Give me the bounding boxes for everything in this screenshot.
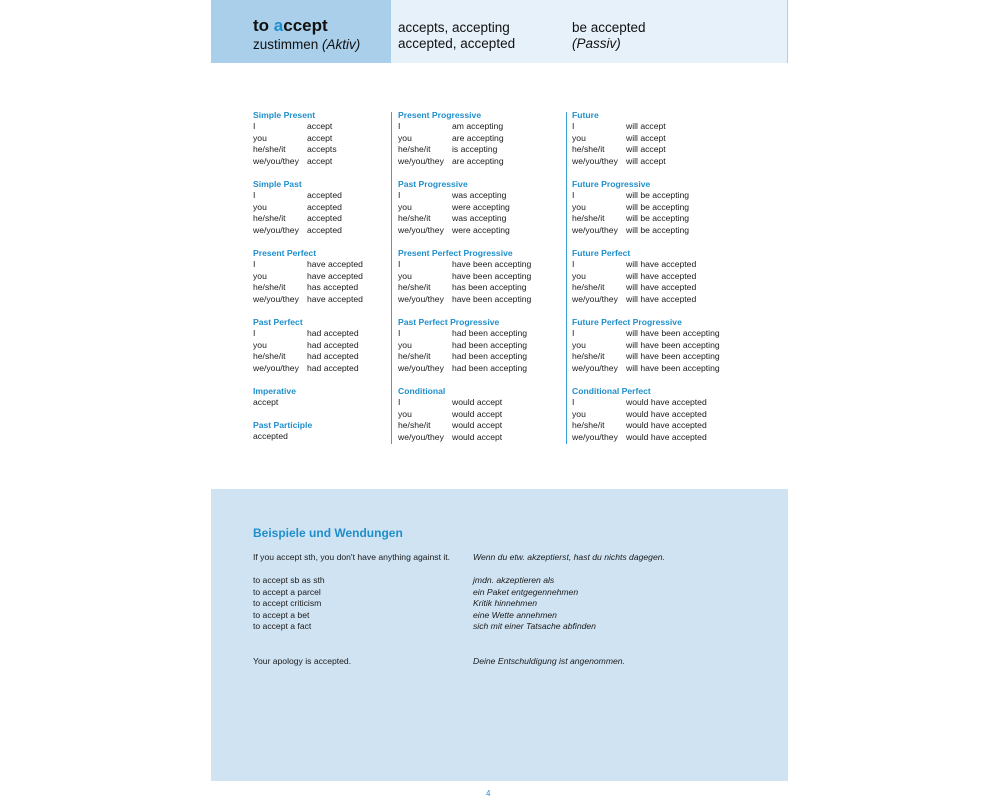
verb-form: would have accepted — [626, 408, 707, 419]
tense-title: Future Perfect Progressive — [572, 317, 682, 327]
verb-form: will accept — [626, 132, 666, 143]
tense-block — [572, 386, 707, 443]
conjugation-row — [253, 121, 337, 132]
verb-form: will have accepted — [626, 270, 697, 281]
pronoun: he/she/it — [572, 282, 605, 293]
pronoun: he/she/it — [253, 144, 286, 155]
tense-block — [253, 110, 337, 167]
tense-block — [572, 317, 720, 374]
pronoun: I — [398, 397, 401, 408]
pronoun: you — [572, 270, 586, 281]
conjugation-row — [253, 431, 312, 442]
conjugation-row — [253, 271, 363, 282]
conjugation-row — [398, 156, 504, 167]
verb-form: will have been accepting — [626, 362, 720, 373]
verb-form: would accept — [452, 431, 503, 442]
tense-title: Conditional Perfect — [572, 386, 651, 396]
verb-passive-line1: be accepted — [572, 20, 646, 35]
pronoun: we/you/they — [253, 155, 299, 166]
pronoun: you — [253, 339, 267, 350]
pronoun: you — [253, 132, 267, 143]
verb-form: have been accepting — [452, 270, 532, 281]
verb-form: accepted — [307, 201, 342, 212]
example-en: to accept sb as sth to accept a parcel to accept criticism to accept a bet to accept a fact — [253, 575, 325, 631]
conjugation-row — [398, 420, 502, 431]
verb-form: will be accepting — [626, 190, 690, 201]
pronoun: he/she/it — [398, 213, 431, 224]
conjugation-row — [398, 351, 527, 362]
pronoun: he/she/it — [398, 351, 431, 362]
conjugation-row — [398, 144, 504, 155]
tense-title: Past Perfect — [253, 317, 303, 327]
conjugation-row — [572, 282, 696, 293]
verb-form: have been accepting — [452, 259, 532, 270]
verb-form: had accepted — [307, 328, 359, 339]
tense-block — [398, 386, 502, 443]
verb-form: accept — [253, 397, 279, 408]
pronoun: he/she/it — [398, 282, 431, 293]
conjugation-row — [572, 144, 666, 155]
conjugation-row — [253, 202, 342, 213]
verb-form: would have accepted — [626, 420, 707, 431]
conjugation-row — [398, 340, 527, 351]
conjugation-row — [398, 259, 531, 270]
tense-title: Present Perfect Progressive — [398, 248, 513, 258]
pronoun: he/she/it — [398, 420, 431, 431]
verb-form: had been accepting — [452, 339, 528, 350]
tense-title: Present Progressive — [398, 110, 482, 120]
conjugation-row — [253, 294, 363, 305]
pronoun: we/you/they — [253, 362, 299, 373]
pronoun: he/she/it — [572, 351, 605, 362]
verb-form: have accepted — [307, 259, 363, 270]
conjugation-row — [398, 397, 502, 408]
conjugation-row — [572, 271, 696, 282]
conjugation-row — [572, 328, 720, 339]
pronoun: I — [572, 259, 575, 270]
verb-form: have accepted — [307, 270, 363, 281]
pronoun: I — [253, 259, 256, 270]
pronoun: you — [572, 339, 586, 350]
conjugation-row — [572, 409, 707, 420]
pronoun: he/she/it — [572, 420, 605, 431]
column-divider — [566, 112, 567, 444]
conjugation-row — [253, 190, 342, 201]
tense-block — [253, 248, 363, 305]
tense-block — [253, 420, 312, 443]
pronoun: we/you/they — [572, 362, 618, 373]
conjugation-row — [398, 294, 531, 305]
conjugation-row — [572, 190, 689, 201]
conjugation-row — [253, 259, 363, 270]
conjugation-row — [572, 225, 689, 236]
pronoun: we/you/they — [398, 293, 444, 304]
pronoun: I — [253, 121, 256, 132]
pronoun: we/you/they — [253, 224, 299, 235]
verb-accent-letter: a — [273, 16, 284, 35]
verb-form: had accepted — [307, 351, 359, 362]
pronoun: you — [253, 270, 267, 281]
pronoun: I — [572, 397, 575, 408]
verb-form: will be accepting — [626, 201, 690, 212]
verb-german: zustimmen (Aktiv) — [253, 37, 361, 52]
verb-passive — [572, 20, 646, 52]
conjugation-row — [572, 351, 720, 362]
pronoun: you — [398, 270, 412, 281]
verb-form: will have accepted — [626, 293, 697, 304]
conjugation-row — [253, 133, 337, 144]
pronoun: he/she/it — [253, 213, 286, 224]
conjugation-row — [253, 351, 359, 362]
example-de: jmdn. akzeptieren als ein Paket entgegennehmen Kritik hinnehmen eine Wette annehmen sich mit einer Tatsache abfinden — [473, 575, 596, 631]
pronoun: he/she/it — [398, 144, 431, 155]
examples-title: Beispiele und Wendungen — [253, 526, 403, 540]
verb-form: will be accepting — [626, 224, 690, 235]
tense-block — [253, 386, 296, 409]
conjugation-row — [398, 202, 510, 213]
verb-form: would accept — [452, 420, 503, 431]
pronoun: you — [398, 132, 412, 143]
pronoun: he/she/it — [253, 351, 286, 362]
pronoun: you — [253, 201, 267, 212]
conjugation-row — [398, 133, 504, 144]
verb-form: accept — [307, 132, 333, 143]
tense-block — [398, 317, 527, 374]
conjugation-row — [572, 156, 666, 167]
conjugation-row — [253, 225, 342, 236]
conjugation-row — [572, 340, 720, 351]
verb-form: will have accepted — [626, 282, 697, 293]
verb-form: has been accepting — [452, 282, 527, 293]
conjugation-row — [398, 225, 510, 236]
verb-form: will have been accepting — [626, 339, 720, 350]
pronoun: you — [398, 408, 412, 419]
verb-title: to accept — [253, 16, 328, 35]
tense-title: Future Perfect — [572, 248, 631, 258]
verb-form: would have accepted — [626, 431, 707, 442]
verb-form: is accepting — [452, 144, 498, 155]
pronoun: I — [398, 328, 401, 339]
conjugation-row — [398, 432, 502, 443]
verb-form: accept — [307, 121, 333, 132]
pronoun: you — [398, 201, 412, 212]
tense-title: Simple Past — [253, 179, 302, 189]
tense-block — [398, 248, 531, 305]
pronoun: you — [398, 339, 412, 350]
conjugation-row — [253, 397, 296, 408]
verb-form: have been accepting — [452, 293, 532, 304]
verb-form: would have accepted — [626, 397, 707, 408]
verb-form: will have been accepting — [626, 351, 720, 362]
verb-german-mode: (Aktiv) — [322, 37, 361, 52]
verb-form: accept — [307, 155, 333, 166]
conjugation-row — [572, 294, 696, 305]
pronoun: we/you/they — [398, 224, 444, 235]
verb-form: was accepting — [452, 190, 507, 201]
conjugation-row — [572, 121, 666, 132]
tense-title: Present Perfect — [253, 248, 317, 258]
conjugation-row — [398, 190, 510, 201]
pronoun: we/you/they — [572, 224, 618, 235]
pronoun: I — [398, 259, 401, 270]
pronoun: we/you/they — [398, 362, 444, 373]
verb-form: will have accepted — [626, 259, 697, 270]
pronoun: you — [572, 201, 586, 212]
pronoun: he/she/it — [253, 282, 286, 293]
pronoun: I — [398, 190, 401, 201]
verb-form: had accepted — [307, 362, 359, 373]
pronoun: we/you/they — [398, 155, 444, 166]
verb-form: will accept — [626, 121, 666, 132]
verb-form: would accept — [452, 408, 503, 419]
pronoun: we/you/they — [398, 431, 444, 442]
conjugation-row — [398, 121, 504, 132]
conjugation-row — [572, 259, 696, 270]
verb-form: were accepting — [452, 201, 510, 212]
conjugation-row — [398, 282, 531, 293]
verb-forms-line1: accepts, accepting — [398, 20, 510, 35]
pronoun: you — [572, 408, 586, 419]
conjugation-row — [253, 156, 337, 167]
verb-form: accepted — [307, 224, 342, 235]
tense-block — [572, 248, 696, 305]
verb-form: will be accepting — [626, 213, 690, 224]
tense-block — [253, 317, 359, 374]
verb-form: would accept — [452, 397, 503, 408]
verb-form: have accepted — [307, 293, 363, 304]
verb-forms-line2: accepted, accepted — [398, 36, 516, 51]
tense-title: Future — [572, 110, 599, 120]
verb-form: will have been accepting — [626, 328, 720, 339]
verb-form: had been accepting — [452, 362, 528, 373]
pronoun: he/she/it — [572, 213, 605, 224]
verb-form: are accepting — [452, 132, 504, 143]
tense-title: Imperative — [253, 386, 296, 396]
tense-title: Past Participle — [253, 420, 313, 430]
tense-block — [253, 179, 342, 236]
conjugation-row — [572, 432, 707, 443]
pronoun: we/you/they — [572, 293, 618, 304]
verb-passive-line2: (Passiv) — [572, 36, 621, 51]
pronoun: I — [398, 121, 401, 132]
pronoun: you — [572, 132, 586, 143]
pronoun: I — [572, 121, 575, 132]
pronoun: we/you/they — [253, 293, 299, 304]
pronoun: I — [572, 190, 575, 201]
conjugation-row — [253, 213, 342, 224]
verb-form: accepted — [253, 431, 288, 442]
conjugation-row — [398, 213, 510, 224]
conjugation-row — [253, 340, 359, 351]
conjugation-row — [398, 409, 502, 420]
tense-block — [572, 110, 666, 167]
verb-form: accepts — [307, 144, 337, 155]
verb-form: had been accepting — [452, 351, 528, 362]
verb-form: accepted — [307, 190, 342, 201]
tense-title: Future Progressive — [572, 179, 651, 189]
conjugation-row — [253, 144, 337, 155]
verb-form: were accepting — [452, 224, 510, 235]
conjugation-row — [398, 363, 527, 374]
pronoun: I — [572, 328, 575, 339]
tense-block — [572, 179, 689, 236]
tense-block — [398, 110, 504, 167]
example-de: Wenn du etw. akzeptierst, hast du nichts dagegen. — [473, 552, 665, 562]
tense-title: Past Progressive — [398, 179, 468, 189]
example-en: If you accept sth, you don't have anything against it. — [253, 552, 451, 562]
conjugation-row — [572, 133, 666, 144]
pronoun: we/you/they — [572, 155, 618, 166]
verb-form: was accepting — [452, 213, 507, 224]
pronoun: I — [253, 328, 256, 339]
verb-forms — [398, 20, 515, 52]
verb-form: had been accepting — [452, 328, 528, 339]
tense-title: Past Perfect Progressive — [398, 317, 500, 327]
conjugation-row — [253, 282, 363, 293]
verb-form: are accepting — [452, 155, 504, 166]
conjugation-row — [572, 213, 689, 224]
conjugation-row — [398, 328, 527, 339]
conjugation-row — [572, 363, 720, 374]
verb-form: will accept — [626, 144, 666, 155]
tense-title: Conditional — [398, 386, 446, 396]
verb-form: accepted — [307, 213, 342, 224]
conjugation-row — [572, 202, 689, 213]
page-number: 4 — [486, 789, 491, 798]
conjugation-row — [398, 271, 531, 282]
verb-form: had accepted — [307, 339, 359, 350]
pronoun: he/she/it — [572, 144, 605, 155]
verb-form: has accepted — [307, 282, 359, 293]
example-en: Your apology is accepted. — [253, 656, 352, 666]
conjugation-row — [253, 363, 359, 374]
tense-title: Simple Present — [253, 110, 316, 120]
pronoun: I — [253, 190, 256, 201]
conjugation-row — [572, 397, 707, 408]
conjugation-row — [253, 328, 359, 339]
column-divider — [391, 112, 392, 444]
verb-form: will accept — [626, 155, 666, 166]
verb-form: am accepting — [452, 121, 504, 132]
example-de: Deine Entschuldigung ist angenommen. — [473, 656, 625, 666]
tense-block — [398, 179, 510, 236]
conjugation-row — [572, 420, 707, 431]
pronoun: we/you/they — [572, 431, 618, 442]
